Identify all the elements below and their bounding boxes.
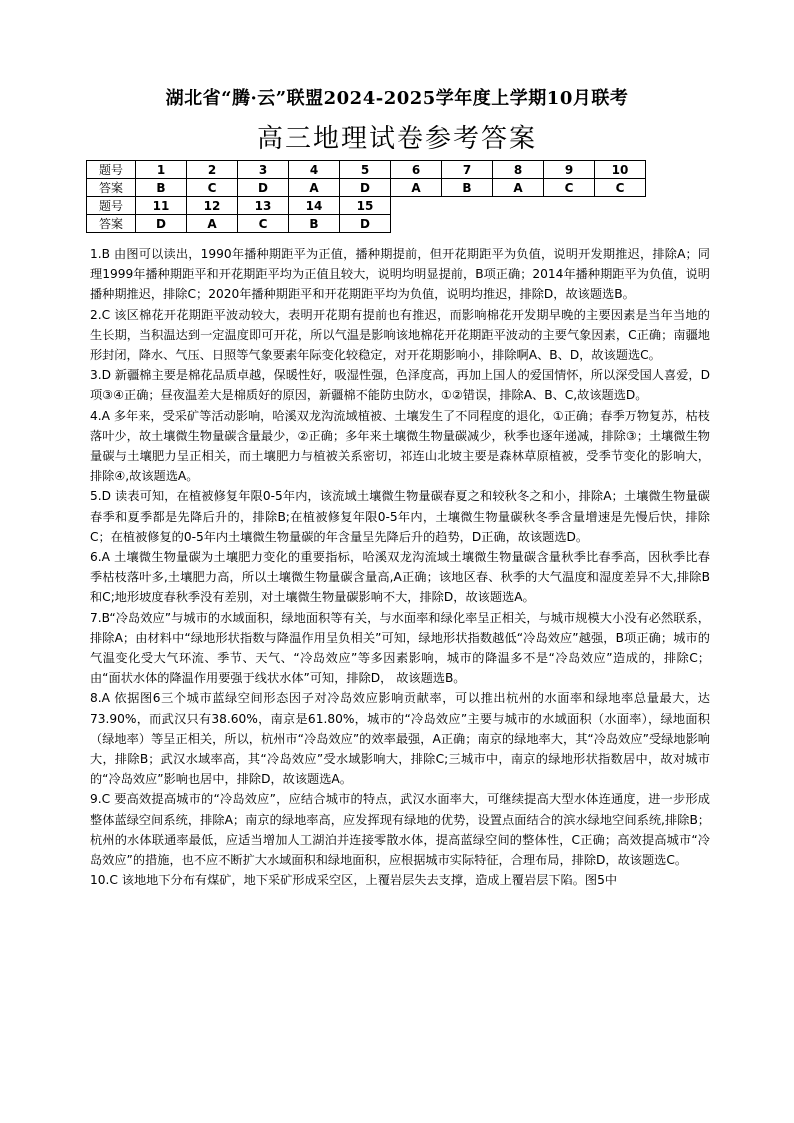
- table-cell: B: [136, 179, 187, 197]
- explanation-item: 2.C 该区棉花开花期距平波动较大，表明开花期有提前也有推迟，而影响棉花开发期早晚的主要因素是当年当地的生长期，当积温达到一定温度即可开花，所以气温是影响该地棉花开花期距平波动的主要气象因素，C正确；南疆地形封闭，降水、气压、日照等气象要素年际变化较稳定，对开花期影响小，排除啊A、B、D，故该题选C。: [90, 307, 710, 363]
- table-row: [87, 197, 646, 215]
- table-cell: D: [340, 179, 391, 197]
- exam-title: 湖北省“腾·云”联盟2024-2025学年度上学期10月联考: [165, 88, 629, 109]
- table-cell: 8: [493, 161, 544, 179]
- table-cell: 11: [136, 197, 187, 215]
- table-cell: 9: [544, 161, 595, 179]
- table-cell: 7: [442, 161, 493, 179]
- table-cell: A: [289, 179, 340, 197]
- explanation-item: 1.B 由图可以读出，1990年播种期距平为正值，播种期提前，但开花期距平为负值，说明开发期推迟，排除A；同理1999年播种期距平和开花期距平均为正值且较大，说明均明显提前，B项正确；2014年播种期距平为负值，说明播种期推迟，排除C；2020年播种期距平和开花期距平均为负值，说明均推迟，排除D，故该题选B。: [90, 247, 710, 302]
- table-cell: C: [238, 215, 289, 233]
- table-cell: C: [544, 179, 595, 197]
- table-cell: A: [391, 179, 442, 197]
- table-cell: 10: [595, 161, 646, 179]
- table-cell: D: [238, 179, 289, 197]
- explanation-item: 8.A 依据图6三个城市蓝绿空间形态因子对冷岛效应影响贡献率，可以推出杭州的水面率和绿地率总量最大，达73.90%，而武汉只有38.60%，南京是61.80%，城市的“冷岛效应”主要与城市的水域面积（水面率），绿地面积（绿地率）等呈正相关，所以，杭州市“冷岛效应”的效率最强，A正确；南京的绿地率大，其“冷岛效应”受绿地影响大，排除B；武汉水域率高，其“冷岛效应”受水域影响大，排除C;三城市中，南京的绿地形状指数居中，故对城市的“冷岛效应”影响也居中，排除D，故该题选A。: [90, 691, 710, 787]
- table-cell: 题号: [87, 161, 136, 179]
- table-cell: 答案: [87, 179, 136, 197]
- table-cell: B: [442, 179, 493, 197]
- explanation-item: 7.B“冷岛效应”与城市的水域面积，绿地面积等有关，与水面率和绿化率呈正相关，与城市规模大小没有必然联系，排除A；由材料中“绿地形状指数与降温作用呈负相关”可知，绿地形状指数越低“冷岛效应”越强，B项正确；城市的气温变化受大气环流、季节、天气、“冷岛效应”等多因素影响，城市的降温多不是“冷岛效应”造成的，排除C；由“面状水体的降温作用要强于线状水体”可知，排除D， 故该题选B。: [90, 610, 710, 686]
- explanation-item: 3.D 新疆棉主要是棉花品质卓越，保暖性好，吸湿性强，色泽度高，再加上国人的爱国情怀，所以深受国人喜爱，D项③④正确；昼夜温差大是棉质好的原因，新疆棉不能防虫防水，①②错误，排除A、B、C,故该题选D。: [90, 368, 710, 403]
- explanation-item: 9.C 要高效提高城市的“冷岛效应”，应结合城市的特点，武汉水面率大，可继续提高大型水体连通度，进一步形成整体蓝绿空间系统，排除A；南京的绿地率高，应发挥现有绿地的优势，设置点面结合的滨水绿地空间系统,排除B；杭州的水体联通率最低，应适当增加人工湖泊并连接零散水体，提高蓝绿空间的整体性，C正确；高效提高城市“冷岛效应”的措施，也不应不断扩大水域面积和绿地面积，应根据城市实际特征，合理布局，排除D，故该题选C。: [90, 792, 710, 868]
- table-cell: B: [289, 215, 340, 233]
- explanation-item: 5.D 读表可知，在植被修复年限0-5年内，该流域土壤微生物量碳春夏之和较秋冬之和小，排除A；土壤微生物量碳春季和夏季都是先降后升的，排除B;在植被修复年限0-5年内，土壤微生物量碳秋冬季含量增速是先慢后快，排除C；在植被修复的0-5年内土壤微生物量碳的年含量呈先降后升的趋势，D正确，故该题选D。: [90, 489, 710, 544]
- answer-table: [86, 160, 646, 233]
- table-empty-area: [391, 197, 646, 215]
- explanation-item: 6.A 土壤微生物量碳为土壤肥力变化的重要指标，哈溪双龙沟流域土壤微生物量碳含量秋季比春季高，因秋季比春季枯枝落叶多,土壤肥力高，所以土壤微生物量碳含量高,A正确；该地区春、秋季的大气温度和湿度差异不大,排除B和C;地形坡度春秋季没有差别，对土壤微生物量碳影响不大，排除D，故该题选A。: [90, 550, 710, 605]
- table-cell: 2: [187, 161, 238, 179]
- table-cell: 15: [340, 197, 391, 215]
- table-row: [87, 161, 646, 179]
- table-cell: 6: [391, 161, 442, 179]
- answer-key-title: 高三地理试卷参考答案: [256, 124, 537, 154]
- table-cell: 题号: [87, 197, 136, 215]
- table-cell: 12: [187, 197, 238, 215]
- explanation-item: 4.A 多年来，受采矿等活动影响，哈溪双龙沟流域植被、土壤发生了不同程度的退化，①正确；春季万物复苏，枯枝落叶少，故土壤微生物量碳含量最少，②正确；多年来土壤微生物量碳减少，秋季也逐年递减，排除③；土壤微生物量碳与土壤肥力呈正相关，而土壤肥力与植被关系密切，祁连山北坡主要是森林草原植被，受季节变化的影响大，排除④,故该题选A。: [90, 408, 710, 484]
- table-cell: 13: [238, 197, 289, 215]
- table-cell: 1: [136, 161, 187, 179]
- table-cell: D: [136, 215, 187, 233]
- table-cell: A: [493, 179, 544, 197]
- table-row: [87, 179, 646, 197]
- table-row: [87, 215, 646, 233]
- table-cell: 4: [289, 161, 340, 179]
- table-cell: D: [340, 215, 391, 233]
- table-cell: 答案: [87, 215, 136, 233]
- table-cell: 14: [289, 197, 340, 215]
- table-cell: C: [595, 179, 646, 197]
- table-cell: 3: [238, 161, 289, 179]
- table-cell: A: [187, 215, 238, 233]
- explanation-item: 10.C 该地地下分布有煤矿，地下采矿形成采空区，上覆岩层失去支撑，造成上覆岩层下陷。图5中: [90, 873, 618, 888]
- explanations: [90, 244, 710, 891]
- table-cell: C: [187, 179, 238, 197]
- table-cell: 5: [340, 161, 391, 179]
- table-empty-area: [391, 215, 646, 233]
